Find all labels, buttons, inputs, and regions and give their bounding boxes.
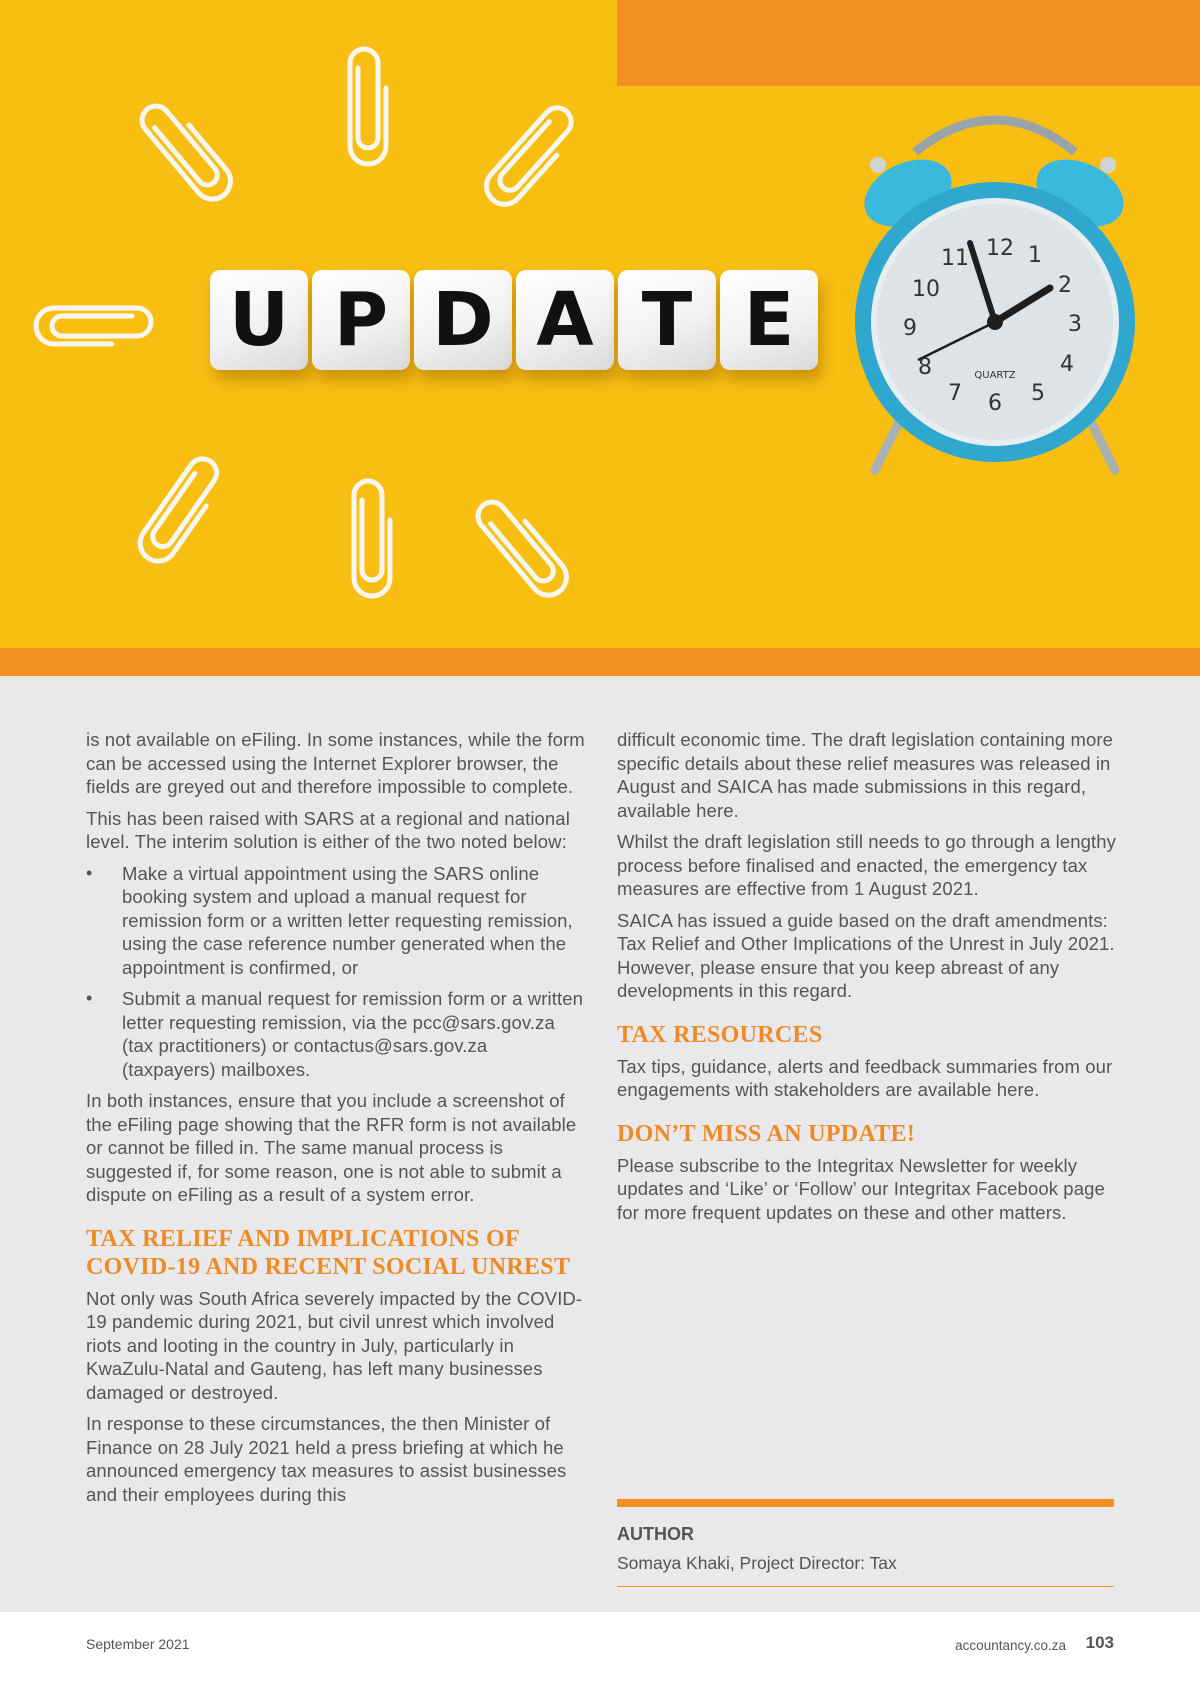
letter-tile: A — [516, 270, 614, 370]
paragraph: Please subscribe to the Integritax Newsletter for weekly updates and ‘Like’ or ‘Follow’ our Integritax Facebook page for more frequent updates on these and other matters. — [617, 1154, 1105, 1223]
hero-image — [0, 0, 1200, 648]
author-top-rule — [617, 1499, 1114, 1507]
section-heading-dont-miss: DON’T MISS AN UPDATE! — [617, 1120, 916, 1147]
paragraph: is not available on eFiling. In some instances, while the form can be accessed using the Internet Explorer browser, the fields are greyed out and therefore impossible to complete. — [86, 729, 585, 797]
letter-tile: D — [414, 270, 512, 370]
paragraph: This has been raised with SARS at a regional and national level. The interim solution is either of the two noted below: — [86, 807, 570, 852]
letter-tile: T — [618, 270, 716, 370]
orange-divider-band — [0, 648, 1200, 676]
right-column — [617, 728, 1117, 1232]
paperclip-icon — [133, 453, 228, 568]
paperclip-icon — [472, 491, 573, 602]
paragraph: Whilst the draft legislation still needs to go through a lengthy process before finalised and enacted, the emergency tax measures are effective from 1 August 2021. — [617, 831, 1116, 899]
letter-tile: U — [210, 270, 308, 370]
clock-number: 6 — [988, 391, 1002, 416]
section-heading: TAX RELIEF AND IMPLICATIONS OF COVID-19 AND RECENT SOCIAL UNREST — [86, 1225, 571, 1280]
paperclip-icon — [479, 102, 583, 212]
clock-number: 12 — [986, 236, 1014, 261]
clock-number: 2 — [1058, 273, 1072, 298]
clock-number: 1 — [1028, 243, 1042, 268]
paragraph: In response to these circumstances, the then Minister of Finance on 28 July 2021 held a press briefing at which he announced emergency tax measures to assist businesses and their employees during this — [86, 1413, 567, 1505]
bullet-list — [86, 862, 586, 1082]
letter-tile: P — [312, 270, 410, 370]
clock-number: 9 — [903, 316, 917, 341]
page-number: 103 — [1085, 1633, 1114, 1652]
author-label: AUTHOR — [617, 1524, 694, 1544]
clock-number: 7 — [948, 381, 962, 406]
clock-brand: QUARTZ — [974, 370, 1016, 381]
paperclip-icon — [36, 308, 151, 344]
clock-number: 3 — [1068, 312, 1082, 337]
update-letter-tiles — [210, 270, 820, 374]
author-name: Somaya Khaki, Project Director: Tax — [617, 1553, 897, 1573]
paperclip-icon — [350, 49, 386, 164]
paragraph: SAICA has issued a guide based on the draft amendments: Tax Relief and Other Implications of the Unrest in July 2021. However, please ensure that you keep abreast of any developments in this regard. — [617, 909, 1115, 1001]
author-bottom-rule — [617, 1586, 1114, 1587]
paperclip-icon — [136, 95, 237, 206]
article-body — [0, 676, 1200, 1612]
author-box — [617, 1499, 1114, 1587]
letter-tile: E — [720, 270, 818, 370]
paragraph: Not only was South Africa severely impacted by the COVID-19 pandemic during 2021, but civil unrest which involved riots and looting in the country in July, particularly in KwaZulu-Natal and Gauteng, has left many businesses damaged or destroyed. — [86, 1287, 583, 1403]
clock-number: 11 — [941, 246, 969, 271]
clock-number: 4 — [1060, 352, 1074, 377]
paragraph: difficult economic time. The draft legislation containing more specific details about these relief measures was released in August and SAICA has made submissions in this regard, available here. — [617, 729, 1114, 821]
clock-number: 10 — [912, 277, 940, 302]
paragraph: In both instances, ensure that you include a screenshot of the eFiling page showing that the RFR form is not available or cannot be filled in. The same manual process is suggested if, for some reason, one is not able to submit a dispute on eFiling as a result of a system error. — [86, 1090, 577, 1205]
paragraph: Tax tips, guidance, alerts and feedback summaries from our engagements with stakeholders are available here. — [617, 1055, 1113, 1100]
paperclip-icon — [354, 481, 390, 596]
alarm-clock-icon — [854, 120, 1135, 470]
clock-number: 5 — [1031, 381, 1045, 406]
section-heading-tax-resources: TAX RESOURCES — [617, 1021, 823, 1048]
left-column — [86, 728, 586, 1514]
footer-site: accountancy.co.za — [955, 1638, 1066, 1653]
list-item: • Make a virtual appointment using the SARS online booking system and upload a manual request for remission form or a written letter requesting remission, using the case reference number generated when the appointment is confirmed, or — [86, 862, 586, 980]
list-item: • Submit a manual request for remission form or a written letter requesting remission, via the pcc@sars.gov.za (tax practitioners) or contactus@sars.gov.za (taxpayers) mailboxes. — [86, 987, 586, 1081]
clock-number: 8 — [918, 355, 932, 380]
footer-date: September 2021 — [86, 1636, 190, 1652]
